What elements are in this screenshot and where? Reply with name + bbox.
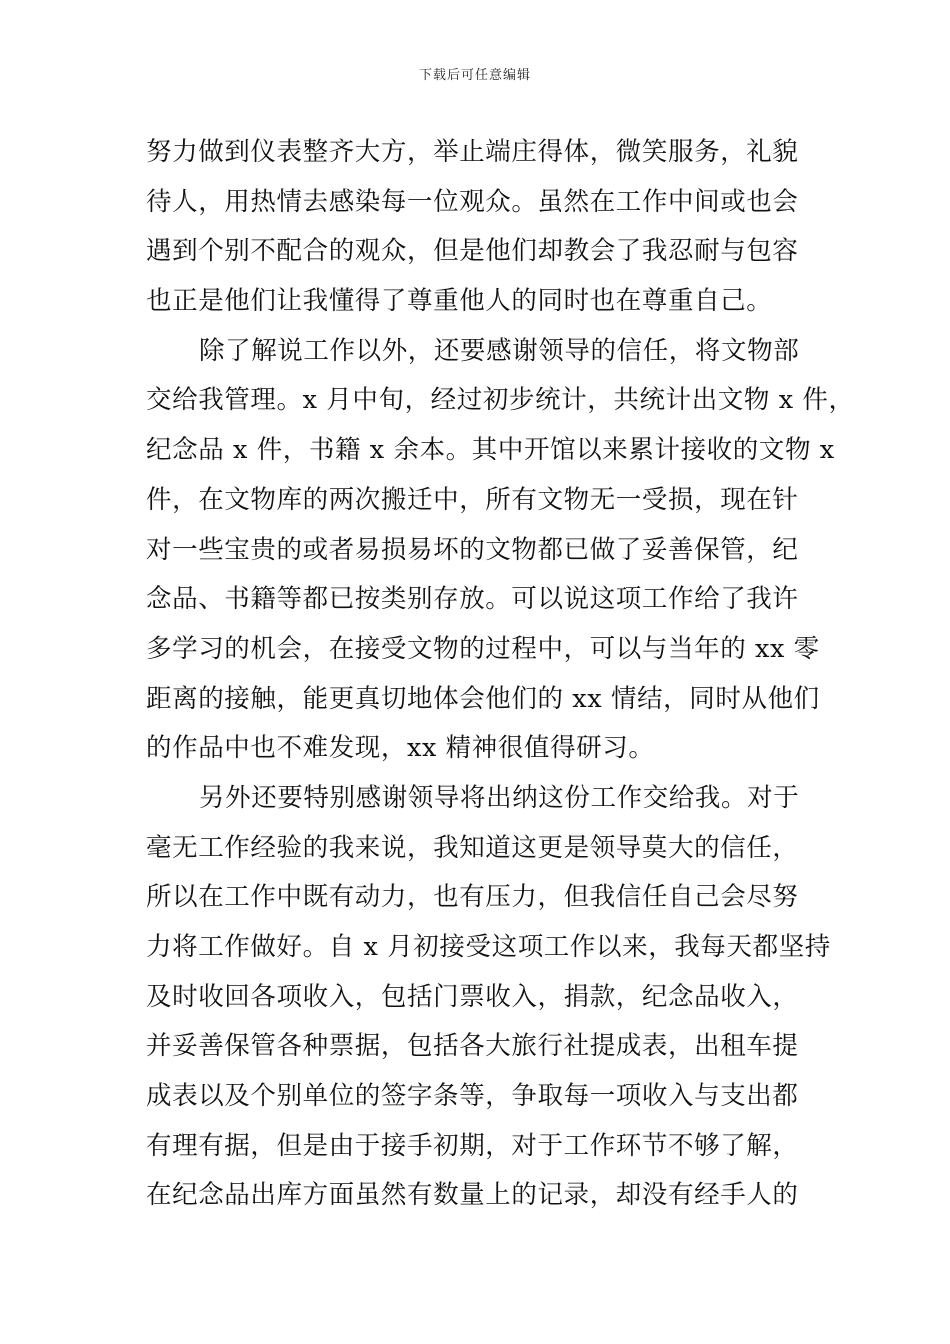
text-line: 念品、书籍等都已按类别存放。可以说这项工作给了我许 xyxy=(146,584,799,615)
text-line: 距离的接触，能更真切地体会他们的 xx 情结，同时从他们 xyxy=(146,683,820,714)
text-line: 遇到个别不配合的观众，但是他们却教会了我忍耐与包容 xyxy=(146,236,799,267)
text-line: 除了解说工作以外，还要感谢领导的信任，将文物部 xyxy=(199,335,800,366)
text-line: 及时收回各项收入，包括门票收入，捐款，纪念品收入， xyxy=(146,981,799,1012)
document-body xyxy=(146,128,855,1221)
text-line: 的作品中也不难发现，xx 精神很值得研习。 xyxy=(146,733,655,764)
text-line: 在纪念品出库方面虽然有数量上的记录，却没有经手人的 xyxy=(146,1180,799,1211)
text-line: 也正是他们让我懂得了尊重他人的同时也在尊重自己。 xyxy=(146,286,773,317)
text-line: 另外还要特别感谢领导将出纳这份工作交给我。对于 xyxy=(199,782,800,813)
text-line: 交给我管理。x 月中旬，经过初步统计，共统计出文物 x 件， xyxy=(146,385,855,416)
text-line: 毫无工作经验的我来说，我知道这更是领导莫大的信任， xyxy=(146,832,799,863)
text-line: 并妥善保管各种票据，包括各大旅行社提成表，出租车提 xyxy=(146,1031,799,1062)
text-line: 成表以及个别单位的签字条等，争取每一项收入与支出都 xyxy=(146,1081,799,1112)
text-line: 努力做到仪表整齐大方，举止端庄得体，微笑服务，礼貌 xyxy=(146,137,799,167)
text-line: 多学习的机会，在接受文物的过程中，可以与当年的 xx 零 xyxy=(146,633,820,664)
text-line: 件，在文物库的两次搬迁中，所有文物无一受损，现在针 xyxy=(146,484,799,515)
text-line: 纪念品 x 件，书籍 x 余本。其中开馆以来累计接收的文物 x xyxy=(146,435,835,466)
page-header: 下载后可任意编辑 xyxy=(418,68,531,83)
text-line: 力将工作做好。自 x 月初接受这项工作以来，我每天都坚持 xyxy=(146,932,831,962)
text-line: 待人，用热情去感染每一位观众。虽然在工作中间或也会 xyxy=(146,186,799,217)
text-line: 对一些宝贵的或者易损易坏的文物都已做了妥善保管，纪 xyxy=(146,534,799,565)
text-line: 有理有据，但是由于接手初期，对于工作环节不够了解， xyxy=(146,1130,799,1161)
text-line: 所以在工作中既有动力，也有压力，但我信任自己会尽努 xyxy=(146,882,799,913)
